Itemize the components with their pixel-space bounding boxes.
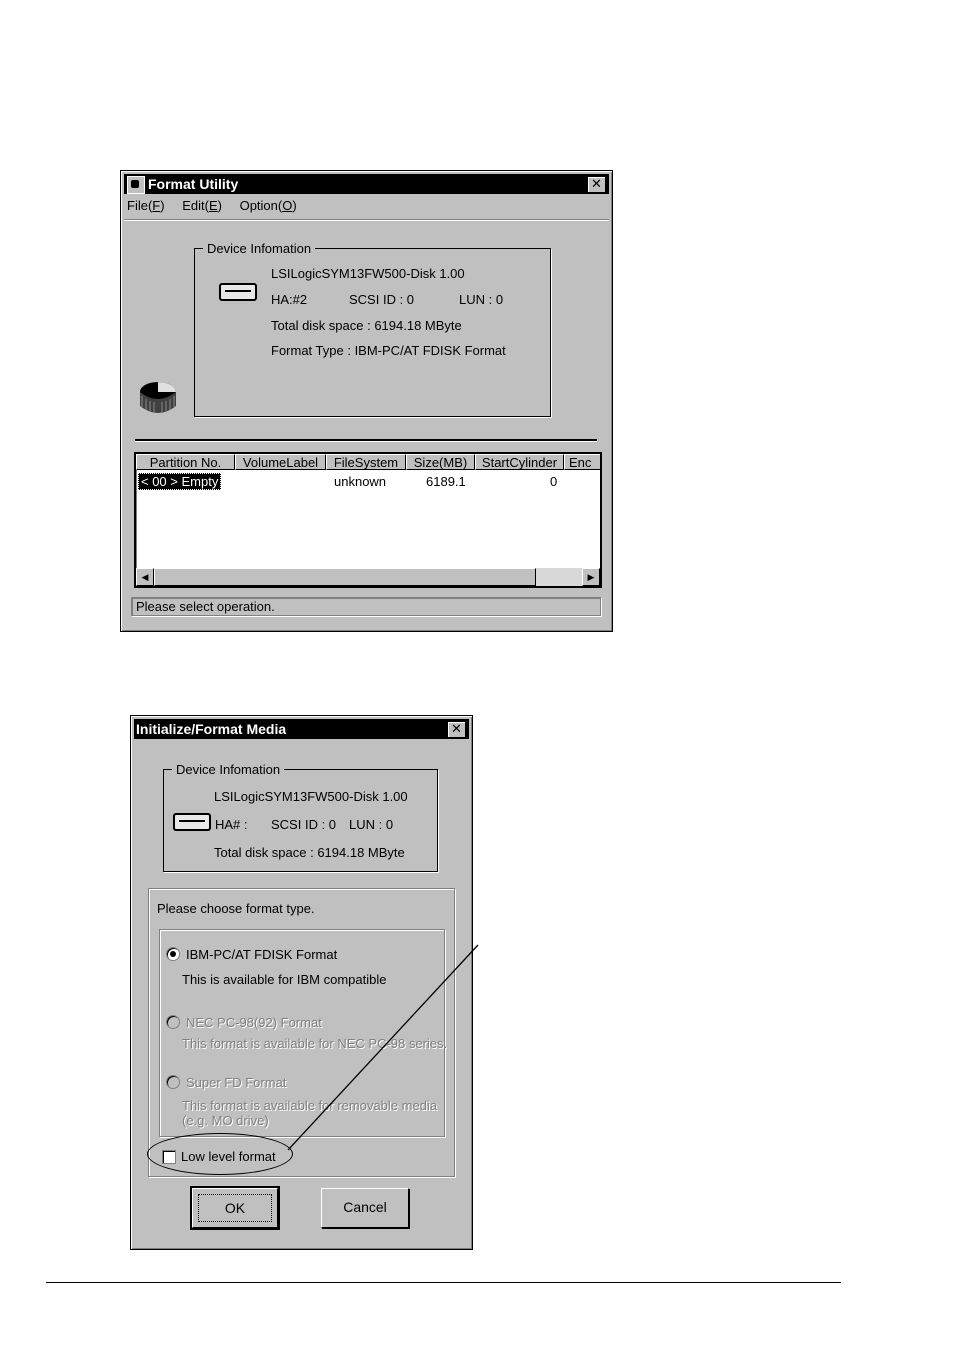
device-model: LSILogicSYM13FW500-Disk 1.00	[271, 266, 465, 281]
device-ha: HA:#2	[271, 292, 308, 307]
column-header-file-system[interactable]: FileSystem	[326, 454, 406, 470]
menu-edit[interactable]: Edit(E)	[182, 198, 222, 213]
cell-file-system: unknown	[334, 474, 387, 489]
dialog-title: Initialize/Format Media	[136, 721, 287, 737]
column-header-volume-label[interactable]: VolumeLabel	[235, 454, 326, 470]
device-total-space: Total disk space : 6194.18 MByte	[271, 318, 462, 333]
option-superfd-label[interactable]: Super FD Format	[186, 1075, 287, 1090]
dialog-device-model: LSILogicSYM13FW500-Disk 1.00	[214, 789, 408, 804]
cell-size: 6189.1	[426, 474, 466, 489]
option-nec-desc: This format is available for NEC PC-98 series.	[182, 1036, 448, 1051]
option-superfd-desc: This format is available for removable media	[182, 1098, 438, 1113]
status-bar: Please select operation.	[131, 597, 601, 616]
ok-button-label: OK	[198, 1194, 272, 1222]
dialog-close-button[interactable]: ✕	[447, 721, 466, 738]
window-title: Format Utility	[148, 176, 239, 192]
column-header-partition-no[interactable]: Partition No.	[136, 454, 235, 470]
page-footer-rule	[46, 1282, 841, 1283]
dialog-device-ha: HA# :	[215, 817, 248, 832]
menu-option[interactable]: Option(O)	[239, 198, 297, 213]
option-ibm-desc: This is available for IBM compatible	[182, 972, 387, 987]
cancel-button[interactable]: Cancel	[321, 1188, 409, 1228]
menu-file[interactable]: File(F)	[127, 198, 165, 213]
option-ibm-label[interactable]: IBM-PC/AT FDISK Format	[186, 947, 338, 962]
column-header-start-cylinder[interactable]: StartCylinder	[475, 454, 564, 470]
column-header-end[interactable]: Enc	[564, 454, 602, 470]
option-superfd-desc2: (e.g. MO drive)	[182, 1113, 269, 1128]
dialog-device-info-legend: Device Infomation	[176, 762, 281, 777]
dialog-device-lun: LUN : 0	[349, 817, 394, 832]
option-nec-label[interactable]: NEC PC-98(92) Format	[186, 1015, 322, 1030]
dialog-device-scsi-id: SCSI ID : 0	[271, 817, 337, 832]
cell-start-cylinder: 0	[550, 474, 558, 489]
device-lun: LUN : 0	[459, 292, 504, 307]
device-info-legend: Device Infomation	[207, 241, 312, 256]
low-level-format-label[interactable]: Low level format	[181, 1149, 276, 1164]
scroll-left-icon[interactable]: ◀	[136, 568, 154, 586]
cell-partition: < 00 > Empty	[138, 473, 221, 490]
device-scsi-id: SCSI ID : 0	[349, 292, 415, 307]
scroll-right-icon[interactable]: ▶	[582, 568, 600, 586]
format-type-prompt: Please choose format type.	[157, 901, 315, 916]
column-header-size[interactable]: Size(MB)	[406, 454, 475, 470]
close-button[interactable]: ✕	[587, 176, 606, 193]
dialog-device-total-space: Total disk space : 6194.18 MByte	[214, 845, 405, 860]
device-format-type: Format Type : IBM-PC/AT FDISK Format	[271, 343, 506, 358]
